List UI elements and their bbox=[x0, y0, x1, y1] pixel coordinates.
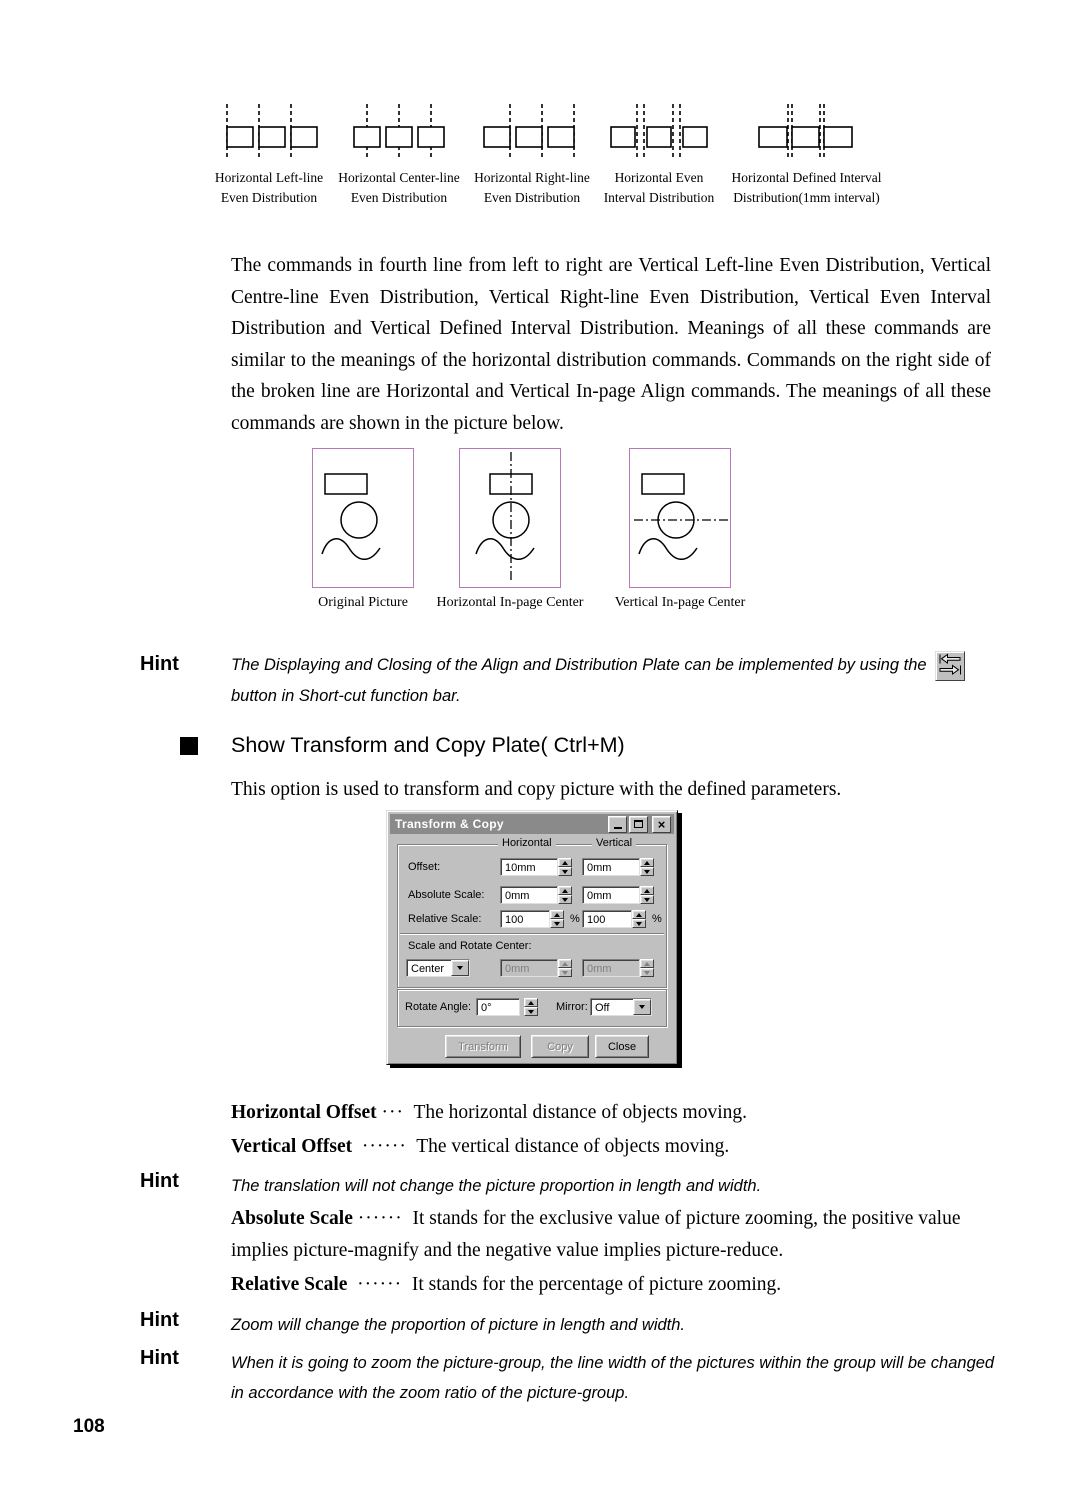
section-intro: This option is used to transform and copy picture with the defined parameters. bbox=[231, 779, 842, 800]
hint4-text: When it is going to zoom the picture-group, the line width of the pictures within the group will be changed in accordance with the zoom ratio of the picture-group. bbox=[231, 1354, 995, 1402]
hint-label: Hint bbox=[140, 653, 179, 675]
page-number: 108 bbox=[73, 1416, 105, 1437]
definition-desc: It stands for the percentage of picture zooming. bbox=[411, 1274, 782, 1295]
horizontal-center-drawing bbox=[462, 449, 559, 584]
offset-vertical-spinner[interactable] bbox=[640, 858, 654, 876]
hint3-text: Zoom will change the proportion of picture in length and width. bbox=[231, 1316, 686, 1334]
center-line-distribution-icon bbox=[349, 102, 449, 160]
definition-desc: The horizontal distance of objects moving. bbox=[413, 1102, 748, 1123]
center-horizontal-field: 0mm bbox=[500, 959, 558, 977]
relative-vertical-spinner[interactable] bbox=[632, 910, 646, 928]
hint1-before: The Displaying and Closing of the Align and Distribution Plate can be implemented by using the bbox=[231, 656, 927, 674]
scale-rotate-center-label: Scale and Rotate Center: bbox=[408, 940, 532, 952]
caption-line1: Horizontal Center-line bbox=[338, 170, 460, 185]
spin-up-icon[interactable] bbox=[640, 858, 654, 867]
relative-horizontal-spinner[interactable] bbox=[550, 910, 564, 928]
offset-horizontal-spinner[interactable] bbox=[558, 858, 572, 876]
vertical-center-drawing bbox=[632, 449, 729, 584]
definition-term: Relative Scale bbox=[231, 1274, 348, 1295]
definition-dots: ······ bbox=[361, 1136, 407, 1157]
hint1-text bbox=[231, 650, 1006, 711]
figure-horizontal-inpage-center bbox=[435, 448, 585, 611]
definition-relative-scale bbox=[231, 1269, 993, 1301]
spin-up-icon bbox=[558, 959, 572, 968]
definition-term: Absolute Scale bbox=[231, 1208, 353, 1229]
spin-down-icon bbox=[558, 968, 572, 977]
spin-down-icon[interactable] bbox=[550, 919, 564, 928]
rotate-angle-field[interactable]: 0° bbox=[476, 998, 520, 1016]
transform-button[interactable]: Transform bbox=[445, 1035, 521, 1058]
percent-sign: % bbox=[570, 913, 580, 925]
mirror-dropdown-value: Off bbox=[595, 1002, 610, 1014]
minimize-button[interactable] bbox=[608, 816, 627, 833]
figure-caption: Original Picture bbox=[318, 595, 408, 610]
distribution-diagrams-row bbox=[210, 102, 916, 208]
diagram-center-line bbox=[332, 102, 466, 208]
center-dropdown-value: Center bbox=[411, 963, 445, 975]
transform-copy-dialog bbox=[386, 810, 678, 1065]
spin-down-icon[interactable] bbox=[524, 1007, 538, 1016]
definition-horizontal-offset bbox=[231, 1097, 993, 1129]
definition-dots: ······ bbox=[357, 1274, 403, 1295]
spin-down-icon[interactable] bbox=[640, 895, 654, 904]
diagram-caption bbox=[332, 168, 466, 208]
original-picture-drawing bbox=[315, 449, 412, 584]
figure-vertical-inpage-center bbox=[605, 448, 755, 611]
rotate-angle-label: Rotate Angle: bbox=[405, 1001, 472, 1013]
definition-dots: ··· bbox=[381, 1102, 405, 1123]
section-heading-text: Show Transform and Copy Plate( Ctrl+M) bbox=[231, 733, 625, 757]
defined-interval-distribution-icon bbox=[757, 102, 857, 160]
column-header-vertical: Vertical bbox=[592, 837, 636, 849]
caption-line2: Even Distribution bbox=[220, 190, 318, 205]
diagram-right-line bbox=[470, 102, 594, 208]
spin-up-icon[interactable] bbox=[558, 886, 572, 895]
figure-box bbox=[629, 448, 731, 588]
close-icon: × bbox=[657, 816, 666, 832]
caption-line1: Horizontal Right-line bbox=[474, 170, 590, 185]
dropdown-arrow-icon[interactable] bbox=[633, 999, 651, 1015]
absolute-vertical-spinner[interactable] bbox=[640, 886, 654, 904]
hint-label: Hint bbox=[140, 1347, 179, 1369]
section-bullet-icon bbox=[180, 737, 198, 755]
spin-up-icon[interactable] bbox=[558, 858, 572, 867]
rotate-groupbox bbox=[397, 989, 667, 1027]
caption-line1: Horizontal Even bbox=[614, 170, 704, 185]
figure-caption: Vertical In-page Center bbox=[614, 595, 746, 610]
center-horizontal-spinner bbox=[558, 959, 572, 977]
center-dropdown[interactable] bbox=[406, 959, 470, 977]
figure-box bbox=[459, 448, 561, 588]
absolute-horizontal-field[interactable]: 0mm bbox=[500, 886, 558, 904]
spin-down-icon bbox=[640, 968, 654, 977]
dialog-title: Transform & Copy bbox=[395, 817, 504, 831]
diagram-even-interval bbox=[598, 102, 720, 208]
absolute-vertical-field[interactable]: 0mm bbox=[582, 886, 640, 904]
caption-line2: Interval Distribution bbox=[603, 190, 715, 205]
offset-label: Offset: bbox=[408, 861, 441, 873]
definition-dots: ······ bbox=[357, 1208, 403, 1229]
caption-line1: Horizontal Left-line bbox=[214, 170, 324, 185]
mirror-label: Mirror: bbox=[556, 1001, 588, 1013]
left-line-distribution-icon bbox=[219, 102, 319, 160]
distribute-arrows-icon bbox=[935, 651, 965, 681]
relative-scale-label: Relative Scale: bbox=[408, 913, 482, 925]
spin-down-icon[interactable] bbox=[558, 867, 572, 876]
section-heading bbox=[180, 733, 625, 758]
close-button[interactable] bbox=[652, 816, 671, 833]
diagram-defined-interval bbox=[724, 102, 889, 208]
hint2-text: The translation will not change the picture proportion in length and width. bbox=[231, 1177, 762, 1195]
offset-vertical-field[interactable]: 0mm bbox=[582, 858, 640, 876]
percent-sign: % bbox=[652, 913, 662, 925]
copy-button[interactable]: Copy bbox=[531, 1035, 589, 1058]
dropdown-arrow-icon[interactable] bbox=[451, 960, 469, 976]
mirror-dropdown[interactable] bbox=[590, 998, 652, 1016]
spin-down-icon[interactable] bbox=[640, 867, 654, 876]
absolute-horizontal-spinner[interactable] bbox=[558, 886, 572, 904]
spin-up-icon[interactable] bbox=[632, 910, 646, 919]
caption-line2: Even Distribution bbox=[350, 190, 448, 205]
figure-caption: Horizontal In-page Center bbox=[436, 595, 584, 610]
definition-absolute-scale bbox=[231, 1203, 993, 1266]
even-interval-distribution-icon bbox=[609, 102, 709, 160]
spin-up-icon[interactable] bbox=[640, 886, 654, 895]
column-header-horizontal: Horizontal bbox=[498, 837, 556, 849]
definition-desc: It stands for the exclusive value of picture zooming, the positive value implies picture-magnify and the negative value implies picture-reduce. bbox=[231, 1208, 961, 1261]
caption-line1: Horizontal Defined Interval bbox=[731, 170, 882, 185]
maximize-button[interactable] bbox=[629, 816, 648, 833]
diagram-left-line bbox=[210, 102, 328, 208]
maximize-icon bbox=[634, 820, 643, 828]
relative-horizontal-field[interactable]: 100 bbox=[500, 910, 550, 928]
intro-paragraph: The commands in fourth line from left to right are Vertical Left-line Even Distribution, Vertical Centre-line Even Distribution, Vertical Right-line Even Distribution, Vertical Even Interval Distribution and Vertical Defined Interval Distribution. Meanings of all these commands are similar to the meanings of the horizontal distribution commands. Commands on the right side of the broken line are Horizontal and Vertical In-page Align commands. The meanings of all these commands are shown in the picture below. bbox=[231, 255, 991, 434]
diagram-caption bbox=[210, 168, 328, 208]
figure-original-picture bbox=[288, 448, 438, 611]
separator bbox=[400, 933, 664, 935]
right-line-distribution-icon bbox=[482, 102, 582, 160]
minimize-icon bbox=[614, 827, 622, 829]
relative-vertical-field[interactable]: 100 bbox=[582, 910, 632, 928]
spin-down-icon[interactable] bbox=[558, 895, 572, 904]
figure-box bbox=[312, 448, 414, 588]
definition-term: Vertical Offset bbox=[231, 1136, 353, 1157]
diagram-caption bbox=[598, 168, 720, 208]
diagram-caption bbox=[724, 168, 889, 208]
transform-groupbox bbox=[397, 837, 667, 988]
caption-line2: Distribution(1mm interval) bbox=[733, 190, 880, 205]
hint1-after: button in Short-cut function bar. bbox=[231, 686, 461, 705]
definition-term: Horizontal Offset bbox=[231, 1102, 377, 1123]
definition-vertical-offset bbox=[231, 1131, 993, 1163]
rotate-angle-spinner[interactable] bbox=[524, 998, 538, 1016]
hint-label: Hint bbox=[140, 1309, 179, 1331]
spin-down-icon[interactable] bbox=[632, 919, 646, 928]
diagram-caption bbox=[470, 168, 594, 208]
spin-up-icon[interactable] bbox=[524, 998, 538, 1007]
center-vertical-field: 0mm bbox=[582, 959, 640, 977]
hint-label: Hint bbox=[140, 1170, 179, 1192]
spin-up-icon[interactable] bbox=[550, 910, 564, 919]
caption-line2: Even Distribution bbox=[483, 190, 581, 205]
definition-desc: The vertical distance of objects moving. bbox=[416, 1136, 730, 1157]
absolute-scale-label: Absolute Scale: bbox=[408, 889, 485, 901]
close-dialog-button[interactable]: Close bbox=[595, 1035, 649, 1058]
spin-up-icon bbox=[640, 959, 654, 968]
offset-horizontal-field[interactable]: 10mm bbox=[500, 858, 558, 876]
center-vertical-spinner bbox=[640, 959, 654, 977]
dialog-titlebar[interactable] bbox=[390, 814, 674, 834]
